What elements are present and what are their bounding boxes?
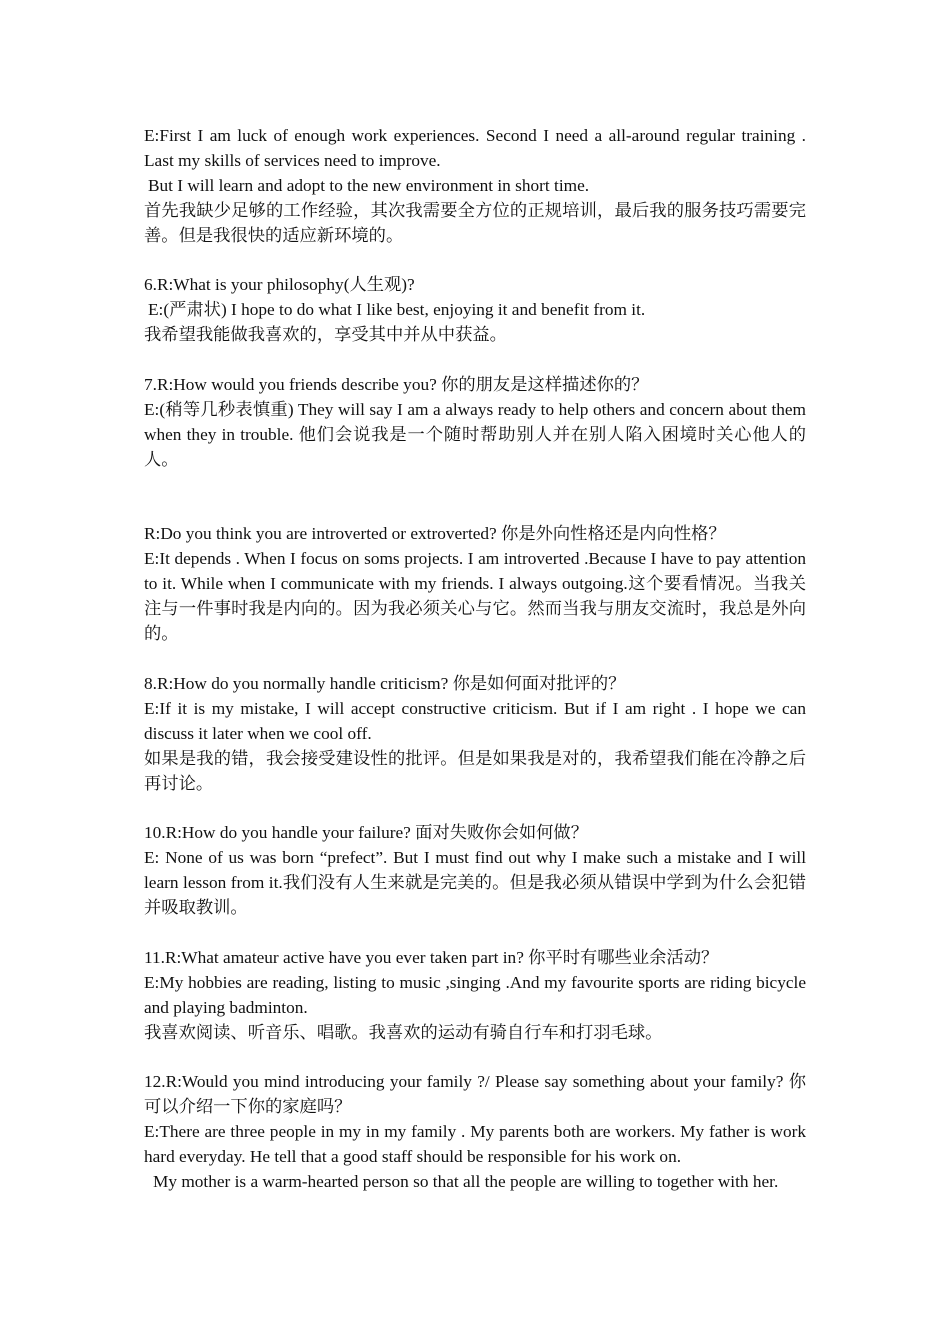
answer-introverted: E:It depends . When I focus on soms projects. I am introverted .Because I have to pay attention to it. While when I communicate with my friends. I always outgoing.这个要看情况。当我关注与一件事时我是内向的。因为我必须关心与它。然而当我与朋友交流时，我总是外向的。 xyxy=(144,549,806,644)
question-6: 6.R:What is your philosophy(人生观)? xyxy=(144,275,415,295)
spacer xyxy=(144,249,806,274)
question-11: 11.R:What amateur active have you ever taken part in? 你平时有哪些业余活动？ xyxy=(144,947,719,967)
answer-8-zh: 如果是我的错，我会接受建设性的批评。但是如果我是对的，我希望我们能在冷静之后再讨论。 xyxy=(144,748,806,793)
spacer xyxy=(144,473,806,523)
answer-7: E:(稍等几秒表慎重) They will say I am a always ready to help others and concern about them when they in trouble. 他们会说我是一个随时帮助别人并在别人陷入困境时关心他人的人。 xyxy=(144,399,806,469)
question-10: 10.R:How do you handle your failure? 面对失败你会如何做？ xyxy=(144,823,588,843)
spacer xyxy=(144,348,806,373)
spacer xyxy=(144,921,806,946)
answer-11-zh: 我喜欢阅读、听音乐、唱歌。我喜欢的运动有骑自行车和打羽毛球。 xyxy=(144,1022,663,1042)
question-introverted: R:Do you think you are introverted or extroverted? 你是外向性格还是内向性格？ xyxy=(144,524,726,544)
document-page xyxy=(144,124,806,1195)
spacer xyxy=(144,1045,806,1070)
answer-6-en: E:(严肃状) I hope to do what I like best, enjoying it and benefit from it. xyxy=(148,300,646,320)
question-12: 12.R:Would you mind introducing your family ?/ Please say something about your family? 你可以介绍一下你的家庭吗？ xyxy=(144,1072,806,1117)
spacer xyxy=(144,796,806,821)
spacer xyxy=(144,647,806,672)
answer-12-en-continued: My mother is a warm-hearted person so that all the people are willing to together with her. xyxy=(153,1171,779,1191)
answer-11-en: E:My hobbies are reading, listing to music ,singing .And my favourite sports are riding bicycle and playing badminton. xyxy=(144,972,806,1017)
answer-weakness-zh: 首先我缺少足够的工作经验，其次我需要全方位的正规培训，最后我的服务技巧需要完善。但是我很快的适应新环境的。 xyxy=(144,200,806,245)
question-8: 8.R:How do you normally handle criticism? 你是如何面对批评的？ xyxy=(144,673,626,693)
answer-weakness-en-continued: But I will learn and adopt to the new environment in short time. xyxy=(148,175,590,195)
answer-8-en: E:If it is my mistake, I will accept constructive criticism. But if I am right . I hope we can discuss it later when we cool off. xyxy=(144,698,806,743)
answer-12-en: E:There are three people in my in my family . My parents both are workers. My father is work hard everyday. He tell that a good staff should be responsible for his work on. xyxy=(144,1122,806,1167)
question-7: 7.R:How would you friends describe you? 你的朋友是这样描述你的？ xyxy=(144,375,649,395)
answer-weakness-en: E:First I am luck of enough work experiences. Second I need a all-around regular training . Last my skills of services need to improve. xyxy=(144,126,806,170)
answer-6-zh: 我希望我能做我喜欢的，享受其中并从中获益。 xyxy=(144,325,507,345)
answer-10: E: None of us was born “prefect”. But I must find out why I make such a mistake and I will learn lesson from it.我们没有人生来就是完美的。但是我必须从错误中学到为什么会犯错并吸取教训。 xyxy=(144,848,806,918)
